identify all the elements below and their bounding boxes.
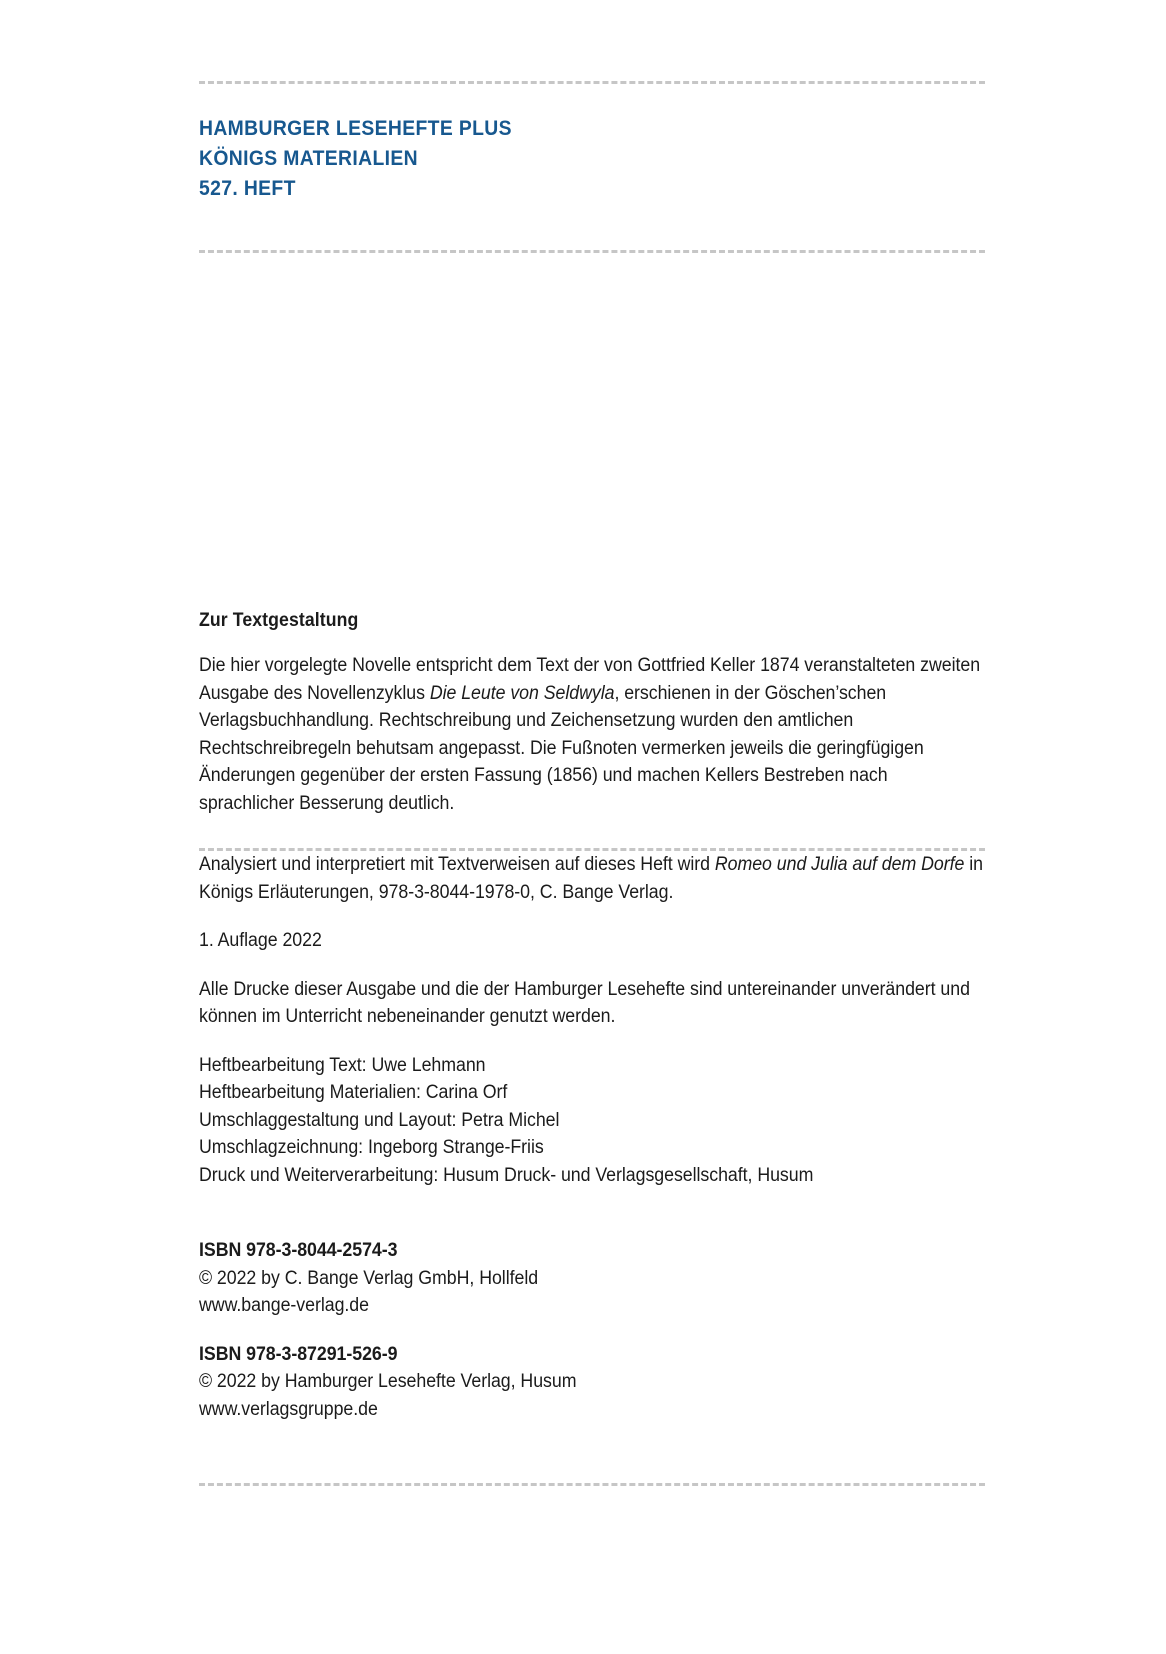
divider-bottom <box>199 1483 985 1486</box>
credit-materials-editing: Heftbearbeitung Materialien: Carina Orf <box>199 1082 508 1103</box>
copyright-hamburger: © 2022 by Hamburger Lesehefte Verlag, Husum <box>199 1371 577 1392</box>
masthead-issue-line: 527. HEFT <box>199 176 296 200</box>
section-heading-textgestaltung: Zur Textgestaltung <box>199 610 359 631</box>
credit-printing: Druck und Weiterverarbeitung: Husum Druck- und Verlagsgesellschaft, Husum <box>199 1164 814 1186</box>
masthead-imprint-line: KÖNIGS MATERIALIEN <box>199 146 418 170</box>
novella-title-italic: Romeo und Julia auf dem Dorfe <box>714 854 965 875</box>
credit-cover-illustration: Umschlagzeichnung: Ingeborg Strange-Friis <box>199 1137 544 1158</box>
divider-top <box>199 81 985 84</box>
website-hamburger[interactable]: www.verlagsgruppe.de <box>199 1398 378 1420</box>
website-bange[interactable]: www.bange-verlag.de <box>199 1295 369 1316</box>
credits-block <box>199 1052 985 1190</box>
isbn-hamburger: ISBN 978-3-87291-526-9 <box>199 1343 398 1365</box>
paragraph-reference <box>199 851 985 906</box>
printing-notice: Alle Drucke dieser Ausgabe und die der Hamburger Lesehefte sind untereinander unverändert und können im Unterricht nebeneinander genutzt werden. <box>199 978 970 1027</box>
masthead-block <box>199 113 906 203</box>
credit-cover-design: Umschlaggestaltung und Layout: Petra Michel <box>199 1109 560 1131</box>
imprint-block-bange <box>199 1237 985 1320</box>
masthead-series-line: HAMBURGER LESEHEFTE PLUS <box>199 116 512 140</box>
paragraph-text-part1: Die hier vorgelegte Novelle entspricht dem Text der von Gottfried Keller 1874 veranstalteten zweiten Ausgabe des Novellenzyklus <box>199 655 981 704</box>
paragraph-text-part2: , erschienen in der Göschen’schen Verlagsbuchhandlung. Rechtschreibung und Zeichensetzung wurden den amtlichen Rechtschreibregeln behutsam angepasst. Die Fußnoten vermerken jeweils die geringfügigen Änderungen gegenüber der ersten Fassung (1856) und machen Kellers Bestreben nach sprachlicher Besserung deutlich. <box>199 682 924 814</box>
isbn-bange: ISBN 978-3-8044-2574-3 <box>199 1240 398 1261</box>
imprint-block-hamburger <box>199 1341 985 1424</box>
paragraph-textgestaltung <box>199 652 985 817</box>
edition-statement: 1. Auflage 2022 <box>199 930 322 951</box>
page-content-column <box>199 0 985 1486</box>
vertical-spacer <box>199 253 985 608</box>
reference-text-part1: Analysiert und interpretiert mit Textverweisen auf dieses Heft wird <box>199 854 715 875</box>
reference-text-part2: in Königs Erläuterungen, 978-3-8044-1978-0, C. Bange Verlag. <box>199 854 983 903</box>
copyright-bange: © 2022 by C. Bange Verlag GmbH, Hollfeld <box>199 1267 539 1289</box>
credit-text-editing: Heftbearbeitung Text: Uwe Lehmann <box>199 1054 486 1076</box>
cycle-title-italic: Die Leute von Seldwyla <box>429 682 615 704</box>
